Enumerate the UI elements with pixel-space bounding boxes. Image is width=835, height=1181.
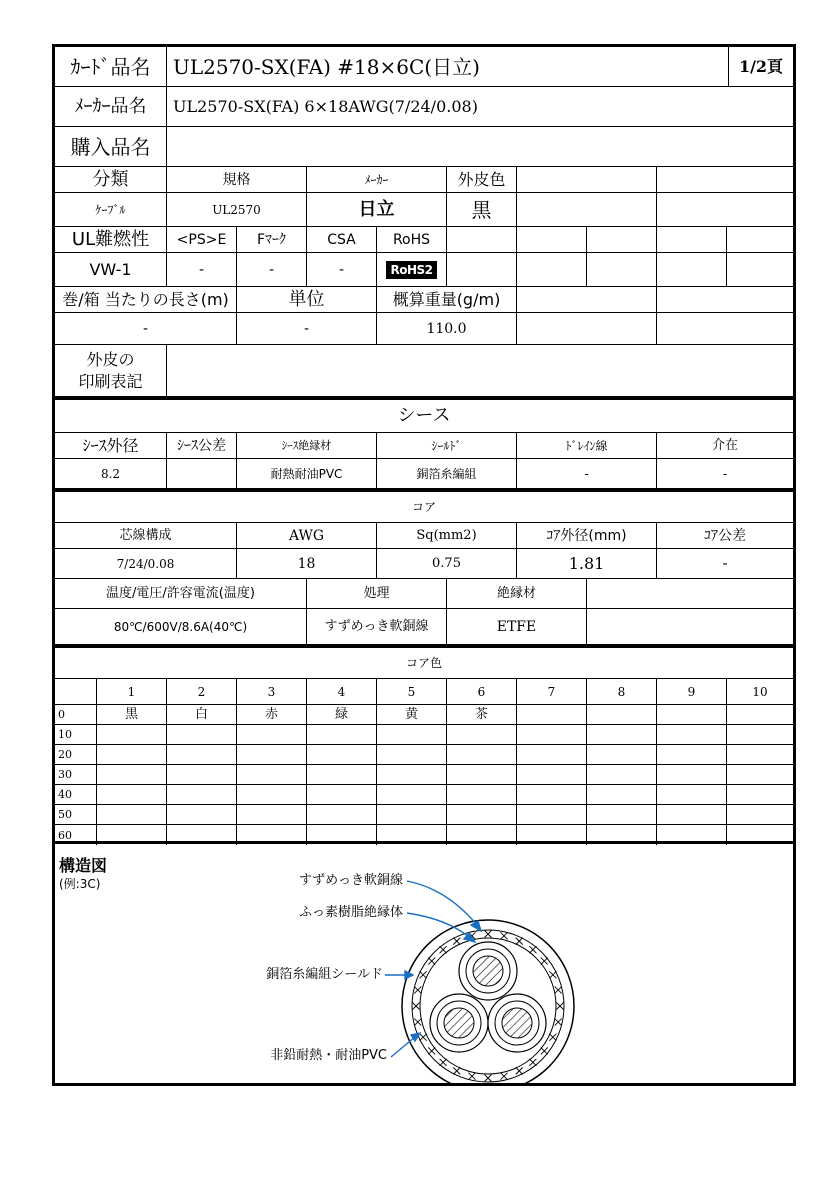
blank-cell [587, 227, 657, 253]
color-cell [657, 765, 727, 785]
color-cell [377, 745, 447, 765]
treatment-header: 処理 [307, 579, 447, 609]
pse-value: - [167, 253, 237, 287]
color-cell: 黄 [377, 705, 447, 725]
core-od-header: ｺｱ外径(mm) [517, 523, 657, 549]
page-number: 1/2頁 [729, 47, 793, 87]
color-cell [657, 745, 727, 765]
diagram-title: 構造図 [59, 856, 108, 875]
csa-header: CSA [307, 227, 377, 253]
color-cell: 赤 [237, 705, 307, 725]
sq-header: Sq(mm2) [377, 523, 517, 549]
strand-structure-value: 7/24/0.08 [55, 549, 237, 579]
insulation-value: ETFE [447, 609, 587, 645]
color-cell [307, 785, 377, 805]
sheath-tolerance-value [167, 459, 237, 489]
color-cell [517, 825, 587, 845]
color-cell [727, 725, 793, 745]
blank-cell [517, 313, 657, 345]
color-cell [517, 805, 587, 825]
jacket-print-value [167, 345, 793, 397]
core-tolerance-header: ｺｱ公差 [657, 523, 793, 549]
color-column-header: 7 [517, 679, 587, 705]
purchase-name-value [167, 127, 793, 167]
jacket-print-label-line2: 印刷表記 [78, 371, 143, 391]
flame-retardant-header: UL難燃性 [55, 227, 167, 253]
color-cell [517, 765, 587, 785]
filler-value: - [657, 459, 793, 489]
color-cell [167, 765, 237, 785]
color-cell [727, 825, 793, 845]
color-cell: 白 [167, 705, 237, 725]
blank-cell [727, 227, 793, 253]
color-cell [657, 825, 727, 845]
filler-header: 介在 [657, 433, 793, 459]
color-cell [97, 825, 167, 845]
color-cell [307, 765, 377, 785]
color-cell [167, 785, 237, 805]
color-cell [727, 785, 793, 805]
standard-header: 規格 [167, 167, 307, 193]
color-grid-corner [55, 679, 97, 705]
color-cell [237, 725, 307, 745]
color-row-label: 20 [55, 745, 97, 765]
sq-value: 0.75 [377, 549, 517, 579]
shield-value: 銅箔糸編組 [377, 459, 517, 489]
rohs2-badge: RoHS2 [386, 261, 436, 279]
card-name-label: ｶｰﾄﾞ品名 [55, 47, 167, 87]
maker-header: ﾒｰｶｰ [307, 167, 447, 193]
insulation-header: 絶縁材 [447, 579, 587, 609]
color-cell [97, 725, 167, 745]
color-column-header: 6 [447, 679, 517, 705]
standard-value: UL2570 [167, 193, 307, 227]
color-cell [587, 705, 657, 725]
label-conductor: すずめっき軟銅線 [298, 873, 403, 888]
blank-cell [517, 253, 587, 287]
color-cell [307, 825, 377, 845]
csa-value: - [307, 253, 377, 287]
color-cell [307, 745, 377, 765]
sheath-material-header: ｼｰｽ絶縁材 [237, 433, 377, 459]
color-cell [587, 765, 657, 785]
color-cell [447, 825, 517, 845]
color-cell [447, 765, 517, 785]
blank-cell [657, 167, 793, 193]
color-column-header: 1 [97, 679, 167, 705]
flame-retardant-value: VW-1 [55, 253, 167, 287]
sheath-material-value: 耐熱耐油PVC [237, 459, 377, 489]
color-cell [657, 805, 727, 825]
color-row-label: 10 [55, 725, 97, 745]
color-row-label: 50 [55, 805, 97, 825]
color-cell [587, 785, 657, 805]
blank-cell [517, 227, 587, 253]
diagram-example: (例:3C) [59, 877, 101, 891]
blank-cell [517, 287, 657, 313]
color-cell [447, 725, 517, 745]
classification-header: 分類 [55, 167, 167, 193]
color-column-header: 4 [307, 679, 377, 705]
color-column-header: 9 [657, 679, 727, 705]
color-cell [167, 745, 237, 765]
length-per-reel-header: 巻/箱 当たりの長さ(m) [55, 287, 237, 313]
core-left [430, 994, 488, 1052]
jacket-print-label [55, 345, 167, 397]
length-per-reel-value: - [55, 313, 237, 345]
color-row-label: 60 [55, 825, 97, 845]
color-cell [447, 805, 517, 825]
rohs-header: RoHS [377, 227, 447, 253]
color-column-header: 10 [727, 679, 793, 705]
unit-value: - [237, 313, 377, 345]
blank-cell [657, 193, 793, 227]
color-cell: 緑 [307, 705, 377, 725]
color-cell [307, 805, 377, 825]
color-cell [587, 825, 657, 845]
drain-wire-header: ﾄﾞﾚｲﾝ線 [517, 433, 657, 459]
jacket-print-label-line1: 外皮の [86, 349, 135, 369]
color-column-header: 3 [237, 679, 307, 705]
blank-cell [587, 253, 657, 287]
purchase-name-label: 購入品名 [55, 127, 167, 167]
color-cell [587, 725, 657, 745]
color-cell [517, 725, 587, 745]
color-cell [727, 705, 793, 725]
color-cell [657, 705, 727, 725]
blank-cell [657, 287, 793, 313]
unit-header: 単位 [237, 287, 377, 313]
color-cell [237, 745, 307, 765]
shield-header: ｼｰﾙﾄﾞ [377, 433, 517, 459]
color-cell [587, 745, 657, 765]
color-cell [727, 745, 793, 765]
label-jacket: 非鉛耐熱・耐油PVC [270, 1048, 387, 1063]
color-column-header: 2 [167, 679, 237, 705]
blank-cell [587, 579, 793, 609]
pse-header: <PS>E [167, 227, 237, 253]
rohs-value-cell [377, 253, 447, 287]
jacket-color-header: 外皮色 [447, 167, 517, 193]
rating-value: 80℃/600V/8.6A(40℃) [55, 609, 307, 645]
core-od-value: 1.81 [517, 549, 657, 579]
drain-wire-value: - [517, 459, 657, 489]
blank-cell [517, 193, 657, 227]
color-cell [237, 785, 307, 805]
maker-value: 日立 [307, 193, 447, 227]
sheath-section-title: シース [55, 397, 793, 433]
color-row-label: 30 [55, 765, 97, 785]
blank-cell [447, 253, 517, 287]
color-column-header: 5 [377, 679, 447, 705]
color-cell [237, 825, 307, 845]
color-cell [377, 725, 447, 745]
color-cell [657, 785, 727, 805]
blank-cell [657, 227, 727, 253]
core-color-section-title: コア色 [55, 645, 793, 679]
f-mark-header: Fﾏｰｸ [237, 227, 307, 253]
color-cell [517, 745, 587, 765]
color-cell [307, 725, 377, 745]
color-cell [447, 785, 517, 805]
label-insulation: ふっ素樹脂絶縁体 [298, 905, 403, 920]
strand-structure-header: 芯線構成 [55, 523, 237, 549]
core-tolerance-value: - [657, 549, 793, 579]
color-row-label: 40 [55, 785, 97, 805]
color-cell: 黒 [97, 705, 167, 725]
cable-cross-section-diagram [55, 847, 793, 1083]
classification-value: ｹｰﾌﾞﾙ [55, 193, 167, 227]
color-cell [97, 745, 167, 765]
core-top [459, 942, 517, 1000]
sheath-od-header: ｼｰｽ外径 [55, 433, 167, 459]
rating-header: 温度/電圧/許容電流(温度) [55, 579, 307, 609]
color-cell [377, 785, 447, 805]
blank-cell [587, 609, 793, 645]
weight-value: 110.0 [377, 313, 517, 345]
color-cell: 茶 [447, 705, 517, 725]
blank-cell [657, 253, 727, 287]
label-shield: 銅箔糸編組シールド [266, 967, 383, 982]
core-right [488, 994, 546, 1052]
blank-cell [517, 167, 657, 193]
awg-value: 18 [237, 549, 377, 579]
sheath-tolerance-header: ｼｰｽ公差 [167, 433, 237, 459]
color-cell [237, 805, 307, 825]
color-cell [97, 805, 167, 825]
awg-header: AWG [237, 523, 377, 549]
color-cell [97, 785, 167, 805]
color-cell [377, 805, 447, 825]
color-cell [587, 805, 657, 825]
color-cell [167, 725, 237, 745]
color-cell [517, 785, 587, 805]
weight-header: 概算重量(g/m) [377, 287, 517, 313]
color-cell [377, 765, 447, 785]
color-cell [447, 745, 517, 765]
color-cell [167, 825, 237, 845]
color-row-label: 0 [55, 705, 97, 725]
f-mark-value: - [237, 253, 307, 287]
blank-cell [447, 227, 517, 253]
color-cell [377, 825, 447, 845]
spec-sheet [52, 44, 796, 1086]
blank-cell [657, 313, 793, 345]
jacket-color-value: 黒 [447, 193, 517, 227]
color-cell [97, 765, 167, 785]
color-cell [167, 805, 237, 825]
card-name-value: UL2570-SX(FA) #18×6C(日立) [167, 47, 729, 87]
color-cell [727, 765, 793, 785]
blank-cell [727, 253, 793, 287]
treatment-value: すずめっき軟銅線 [307, 609, 447, 645]
maker-name-value: UL2570-SX(FA) 6×18AWG(7/24/0.08) [167, 87, 793, 127]
color-cell [657, 725, 727, 745]
color-column-header: 8 [587, 679, 657, 705]
maker-name-label: ﾒｰｶｰ品名 [55, 87, 167, 127]
sheath-od-value: 8.2 [55, 459, 167, 489]
color-cell [237, 765, 307, 785]
color-cell [727, 805, 793, 825]
color-cell [517, 705, 587, 725]
core-section-title: コア [55, 489, 793, 523]
